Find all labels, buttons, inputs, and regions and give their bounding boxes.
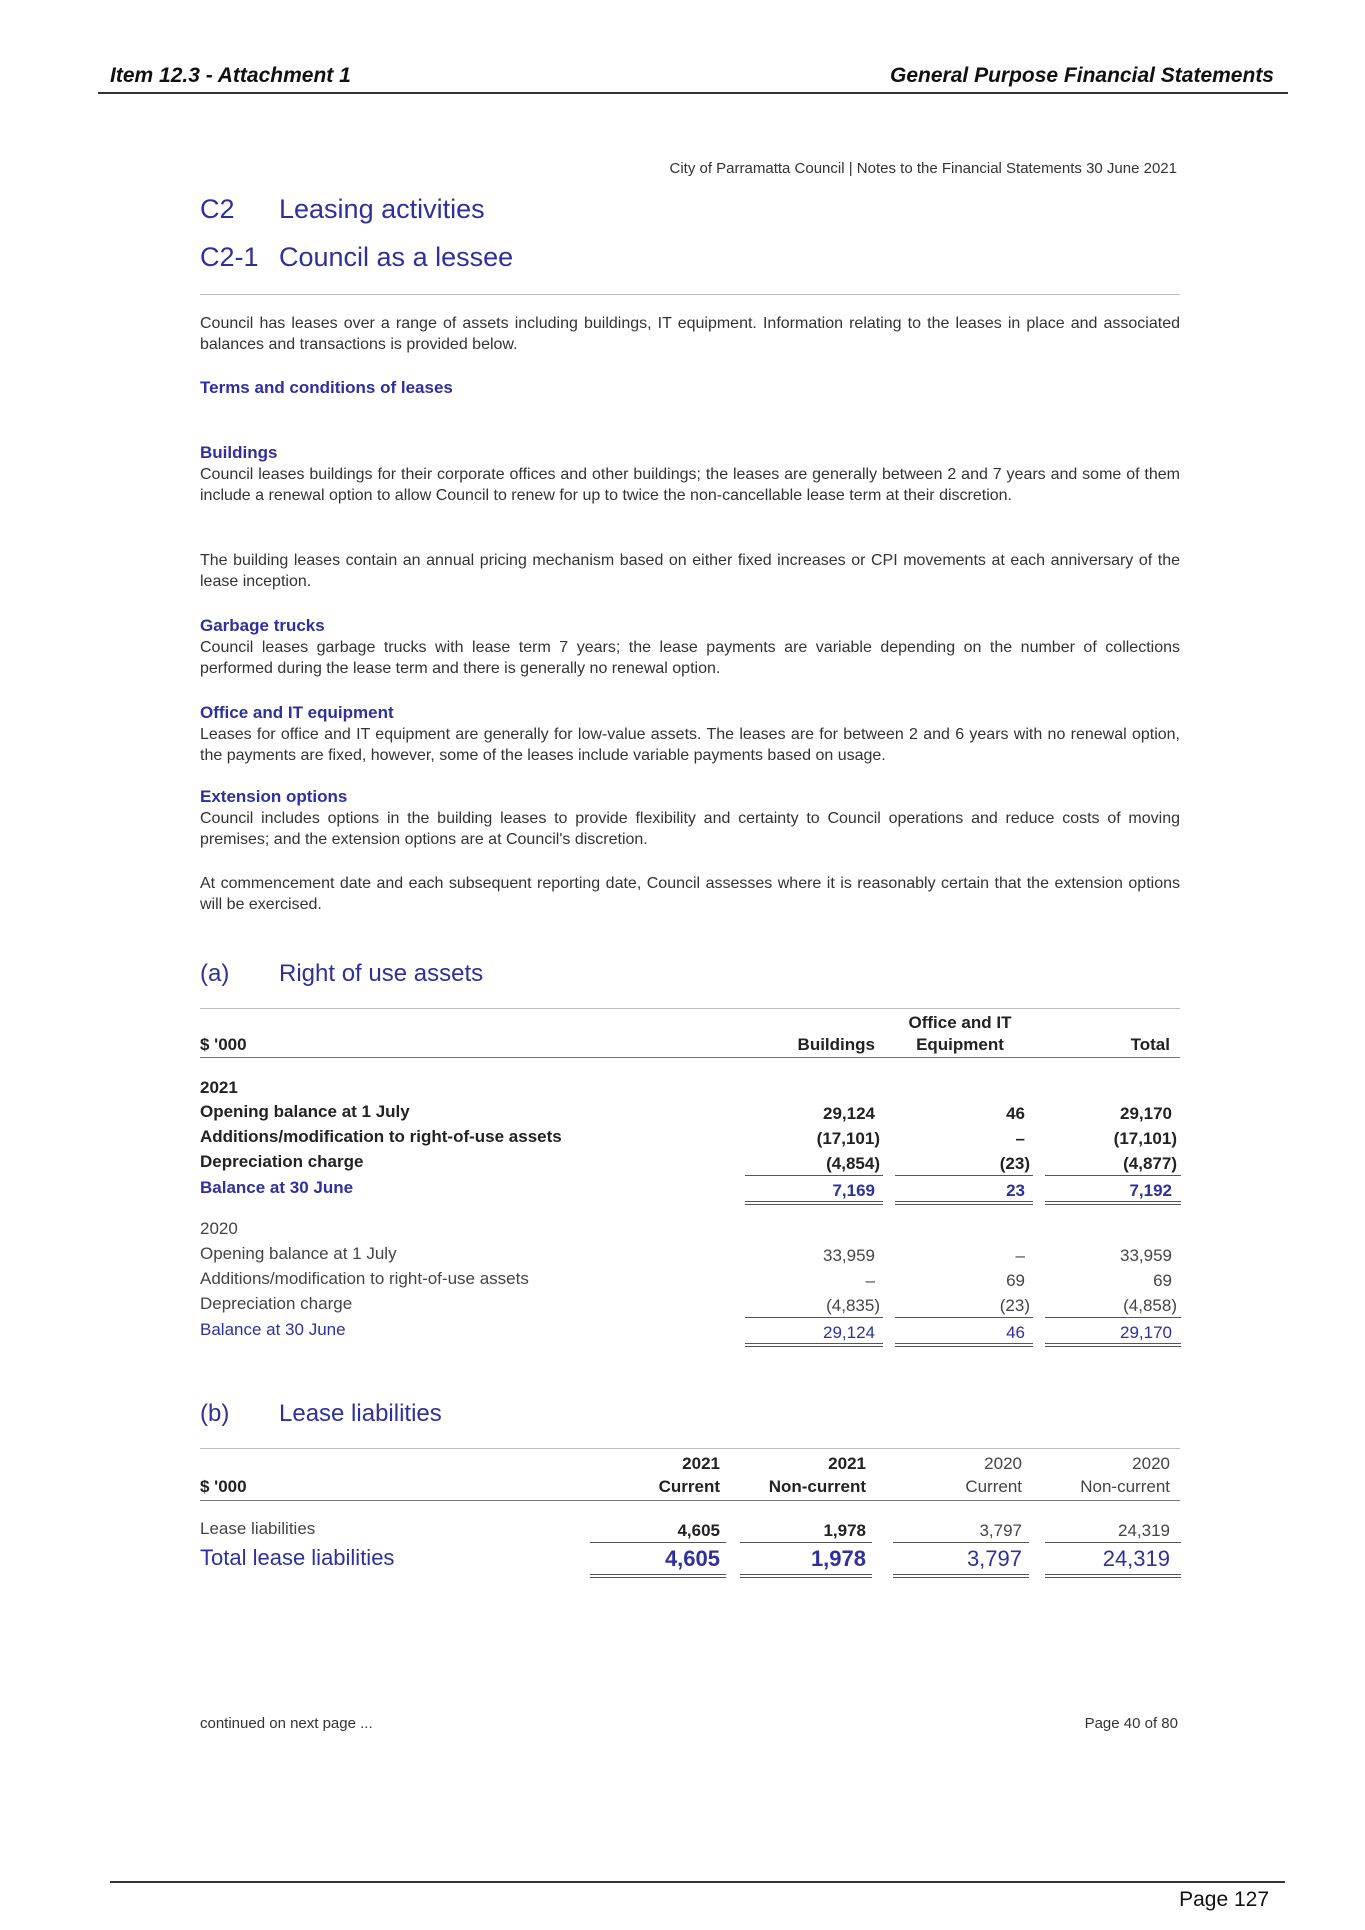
ll-unit-header: $ '000 [200, 1477, 247, 1496]
cell-buildings: (4,854) [826, 1154, 880, 1173]
cell-buildings: (4,835) [826, 1296, 880, 1315]
total-double-rule [1045, 1201, 1181, 1205]
buildings-heading: Buildings [200, 443, 278, 462]
bottom-rule [110, 1881, 1285, 1883]
garbage-heading: Garbage trucks [200, 616, 325, 635]
divider [200, 294, 1180, 295]
cell-office: 23 [1006, 1181, 1025, 1200]
rou-col-office-line2: Equipment [916, 1035, 1004, 1054]
cell-2021-current: 4,605 [677, 1521, 720, 1540]
cell-2020-current: 3,797 [966, 1546, 1022, 1571]
total-double-rule [745, 1343, 883, 1347]
rou-title: Right of use assets [279, 960, 484, 987]
cell-buildings: – [865, 1271, 875, 1290]
section-code: C2 [200, 194, 235, 224]
rou-col-office-line1: Office and IT [908, 1013, 1012, 1032]
ll-col2-year: 2021 [828, 1454, 866, 1473]
cell-2020-current: 3,797 [979, 1521, 1022, 1540]
page-number: Page 127 [1179, 1888, 1269, 1911]
cell-total: (4,877) [1123, 1154, 1177, 1173]
rou-label: (a) [200, 960, 230, 987]
subtotal-rule [590, 1542, 726, 1543]
subtotal-rule [893, 1542, 1029, 1543]
cell-total: 29,170 [1120, 1323, 1172, 1342]
continued-note: continued on next page ... [200, 1715, 373, 1732]
ll-col1-type: Current [658, 1477, 720, 1496]
office-heading: Office and IT equipment [200, 703, 394, 722]
cell-2021-current: 4,605 [664, 1546, 720, 1571]
balance-label: Balance at 30 June [200, 1320, 346, 1339]
section-title: Leasing activities [279, 194, 485, 224]
row-label: Depreciation charge [200, 1152, 364, 1171]
extension-assessment-paragraph: At commencement date and each subsequent reporting date, Council assesses where it is reasonably certain that the extension options will be exercised. [200, 875, 1180, 913]
balance-label: Balance at 30 June [200, 1178, 354, 1197]
cell-total: 7,192 [1129, 1181, 1172, 1200]
rou-col-buildings: Buildings [797, 1035, 875, 1054]
rou-unit-header: $ '000 [200, 1035, 247, 1054]
ll-label: (b) [200, 1400, 230, 1427]
page-of: Page 40 of 80 [1084, 1715, 1178, 1732]
subsection-title: Council as a lessee [279, 242, 514, 272]
total-double-rule [895, 1201, 1033, 1205]
document-header: City of Parramatta Council | Notes to the Financial Statements 30 June 2021 [669, 160, 1177, 177]
total-label: Total lease liabilities [200, 1545, 395, 1570]
attachment-header [98, 62, 1288, 94]
buildings-paragraph: Council leases buildings for their corporate offices and other buildings; the leases are generally between 2 and 7 years and some of them include a renewal option to allow Council to renew for up to twice the non-cancellable lease term at their discretion. [200, 466, 1180, 504]
divider [200, 1008, 1180, 1009]
cell-2020-noncurrent: 24,319 [1118, 1521, 1170, 1540]
intro-paragraph: Council has leases over a range of assets including buildings, IT equipment. Information relating to the leases in place and associated balances and transactions is provided below. [200, 315, 1180, 353]
total-double-rule [745, 1201, 883, 1205]
row-label: Additions/modification to right-of-use assets [200, 1127, 562, 1146]
table-header-rule [200, 1500, 1180, 1501]
subtotal-rule [895, 1175, 1033, 1176]
cell-buildings: (17,101) [816, 1129, 880, 1148]
total-double-rule [1045, 1574, 1181, 1578]
cell-total: (17,101) [1113, 1129, 1177, 1148]
subtotal-rule [745, 1175, 883, 1176]
rou-year-2021: 2021 [200, 1078, 238, 1097]
row-label: Additions/modification to right-of-use assets [200, 1269, 529, 1288]
extension-paragraph: Council includes options in the building leases to provide flexibility and certainty to Council operations and reduce costs of moving premises; and the extension options are at Council's discretion. [200, 810, 1180, 848]
total-double-rule [590, 1574, 726, 1578]
cell-2020-noncurrent: 24,319 [1102, 1546, 1170, 1571]
ll-col2-type: Non-current [768, 1477, 866, 1496]
rou-year-2020: 2020 [200, 1219, 238, 1238]
cell-office: – [1015, 1129, 1025, 1148]
subtotal-rule [740, 1542, 872, 1543]
ll-col4-type: Non-current [1080, 1477, 1170, 1496]
row-label: Lease liabilities [200, 1519, 316, 1538]
cell-office: 46 [1006, 1104, 1025, 1123]
statements-title: General Purpose Financial Statements [890, 64, 1274, 87]
table-header-rule [200, 1057, 1180, 1058]
buildings-pricing-paragraph: The building leases contain an annual pricing mechanism based on either fixed increases or CPI movements at each anniversary of the lease inception. [200, 552, 1180, 590]
ll-col1-year: 2021 [682, 1454, 720, 1473]
rou-col-total: Total [1130, 1035, 1170, 1054]
cell-office: (23) [999, 1296, 1030, 1315]
cell-total: 33,959 [1120, 1246, 1172, 1265]
row-label: Depreciation charge [200, 1294, 353, 1313]
total-double-rule [740, 1574, 872, 1578]
extension-heading: Extension options [200, 787, 348, 806]
ll-col4-year: 2020 [1132, 1454, 1170, 1473]
ll-title: Lease liabilities [279, 1400, 442, 1427]
terms-heading: Terms and conditions of leases [200, 378, 453, 397]
cell-buildings: 33,959 [823, 1246, 875, 1265]
row-label: Opening balance at 1 July [200, 1102, 410, 1121]
subtotal-rule [1045, 1542, 1181, 1543]
ll-col3-year: 2020 [984, 1454, 1022, 1473]
total-double-rule [895, 1343, 1033, 1347]
cell-office: 69 [1006, 1271, 1025, 1290]
cell-buildings: 29,124 [823, 1323, 875, 1342]
cell-total: 69 [1153, 1271, 1172, 1290]
subsection-code: C2-1 [200, 242, 259, 272]
ll-col3-type: Current [965, 1477, 1022, 1496]
garbage-paragraph: Council leases garbage trucks with lease term 7 years; the lease payments are variable depending on the number of collections performed during the lease term and there is generally no renewal option. [200, 639, 1180, 677]
subtotal-rule [745, 1317, 883, 1318]
cell-total: 29,170 [1120, 1104, 1172, 1123]
office-paragraph: Leases for office and IT equipment are generally for low-value assets. The leases are for between 2 and 6 years with no renewal option, the payments are fixed, however, some of the leases include variable payments based on usage. [200, 726, 1180, 764]
cell-buildings: 7,169 [832, 1181, 875, 1200]
row-label: Opening balance at 1 July [200, 1244, 397, 1263]
cell-office: (23) [999, 1154, 1030, 1173]
subtotal-rule [1045, 1317, 1181, 1318]
total-double-rule [893, 1574, 1029, 1578]
cell-buildings: 29,124 [823, 1104, 875, 1123]
cell-2021-noncurrent: 1,978 [823, 1521, 866, 1540]
cell-office: 46 [1006, 1323, 1025, 1342]
subtotal-rule [1045, 1175, 1181, 1176]
divider [200, 1448, 1180, 1449]
subtotal-rule [895, 1317, 1033, 1318]
total-double-rule [1045, 1343, 1181, 1347]
attachment-label: Item 12.3 - Attachment 1 [110, 64, 351, 87]
cell-total: (4,858) [1123, 1296, 1177, 1315]
cell-office: – [1015, 1246, 1025, 1265]
cell-2021-noncurrent: 1,978 [810, 1546, 866, 1571]
